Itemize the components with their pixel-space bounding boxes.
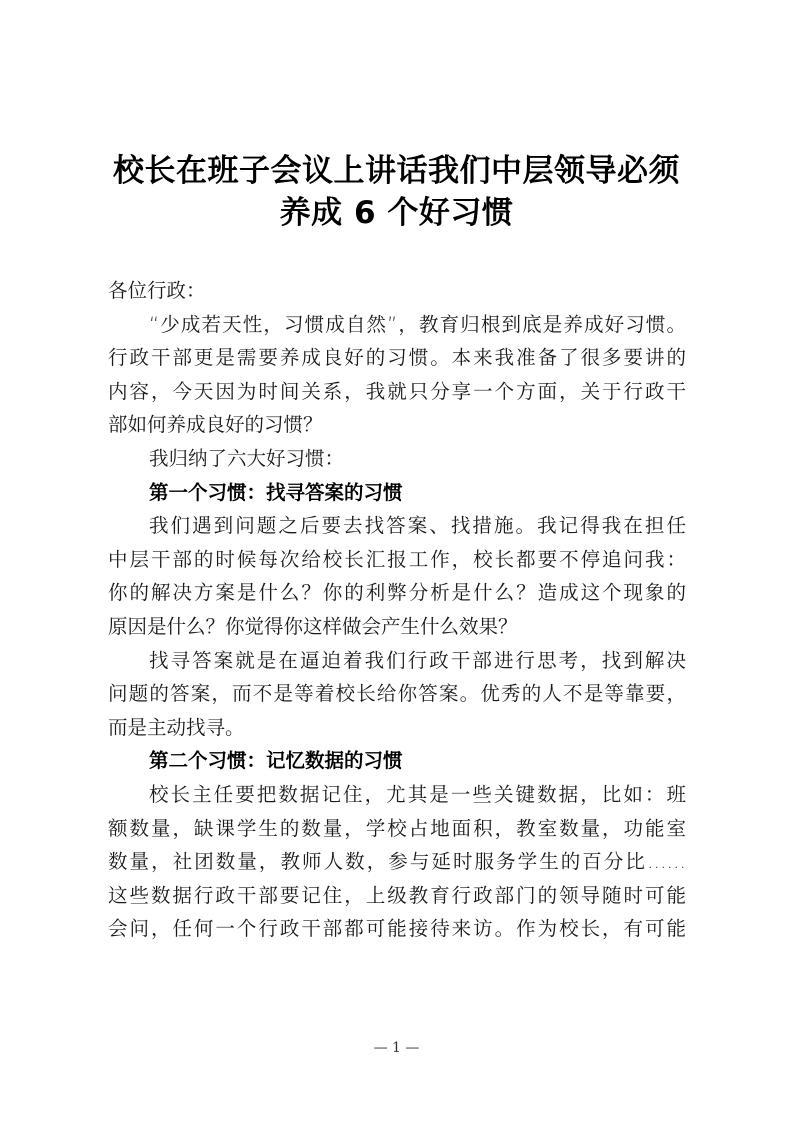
paragraph-line: 我们遇到问题之后要去找答案、找措施。我记得我在担任 xyxy=(149,514,686,538)
paragraph-line: 我归纳了六大好习惯： xyxy=(149,446,345,470)
title-line-1: 校长在班子会议上讲话我们中层领导必须 xyxy=(113,153,680,189)
salutation: 各位行政： xyxy=(108,279,206,302)
section-heading-1: 第一个习惯：找寻答案的习惯 xyxy=(149,480,403,504)
paragraph-line: 这些数据行政干部要记住，上级教育行政部门的领导随时可能 xyxy=(108,883,686,907)
document-title xyxy=(100,150,693,234)
paragraph-line: 而是主动找寻。 xyxy=(108,715,245,739)
paragraph-line: 你的解决方案是什么？你的利弊分析是什么？造成这个现象的 xyxy=(108,581,686,605)
paragraph-line: 行政干部更是需要养成良好的习惯。本来我准备了很多要讲的 xyxy=(108,346,686,370)
paragraph-line: 部如何养成良好的习惯？ xyxy=(108,413,323,437)
paragraph-line: “少成若天性，习惯成自然”，教育归根到底是养成好习惯。 xyxy=(149,312,686,336)
paragraph-line: 额数量，缺课学生的数量，学校占地面积，教室数量，功能室 xyxy=(108,816,686,840)
paragraph-line: 原因是什么？你觉得你这样做会产生什么效果？ xyxy=(108,614,518,638)
document-body xyxy=(108,274,686,946)
paragraph-line: 找寻答案就是在逼迫着我们行政干部进行思考，找到解决 xyxy=(149,648,686,672)
title-line-2: 养成 6 个好习惯 xyxy=(279,195,514,231)
section-heading-2: 第二个习惯：记忆数据的习惯 xyxy=(149,749,403,773)
paragraph-line: 中层干部的时候每次给校长汇报工作，校长都要不停追问我： xyxy=(108,547,686,571)
paragraph-line: 校长主任要把数据记住，尤其是一些关键数据，比如：班 xyxy=(149,782,686,806)
paragraph-line: 数量，社团数量，教师人数，参与延时服务学生的百分比…… xyxy=(108,850,686,874)
page-number: — 1 — xyxy=(373,1040,420,1056)
paragraph-line: 问题的答案，而不是等着校长给你答案。优秀的人不是等靠要， xyxy=(108,682,686,706)
paragraph-line: 会问，任何一个行政干部都可能接待来访。作为校长，有可能 xyxy=(108,917,686,941)
paragraph-line: 内容，今天因为时间关系，我就只分享一个方面，关于行政干 xyxy=(108,379,686,403)
